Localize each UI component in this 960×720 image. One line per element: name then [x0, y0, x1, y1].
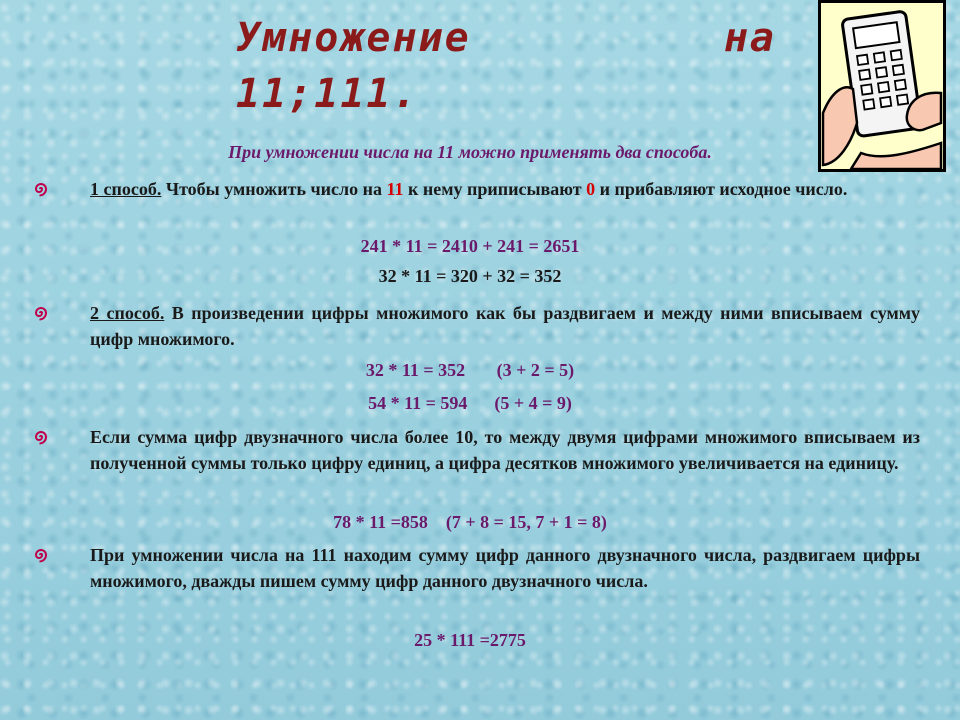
slide-title: [236, 10, 776, 122]
equation-1: 241 * 11 = 2410 + 241 = 2651: [360, 236, 580, 256]
spiral-icon: [32, 546, 50, 564]
method-2-label: 2 способ.: [90, 303, 165, 323]
equation-2: 32 * 11 = 320 + 32 = 352: [378, 266, 562, 286]
method-1-part-3: и прибавляют исходное число.: [595, 179, 848, 199]
spiral-icon: [32, 428, 50, 446]
spiral-icon: [32, 180, 50, 198]
equation-3: 32 * 11 = 352 (3 + 2 = 5): [365, 360, 575, 380]
method-1-part-2: к нему приписывают: [403, 179, 587, 199]
method-2-text: [90, 300, 920, 352]
equation-5: 78 * 11 =858 (7 + 8 = 15, 7 + 1 = 8): [333, 512, 607, 532]
rule-4-text: При умножении числа на 111 находим сумму цифр данного двузначного числа, раздвигаем цифры множимого, дважды пишем сумму цифр данного двузначного числа.: [90, 545, 920, 591]
subtitle: При умножении числа на 11 можно применять два способа.: [228, 142, 712, 162]
equation-4: 54 * 11 = 594 (5 + 4 = 9): [368, 393, 572, 413]
method-1-label: 1 способ.: [90, 179, 162, 199]
number-11: 11: [386, 179, 404, 199]
title-word-1: Умножение: [236, 15, 471, 61]
title-word-2: на: [723, 15, 776, 61]
method-2-body: В произведении цифры множимого как бы раздвигаем и между ними вписываем сумму цифр множимого.: [90, 303, 920, 349]
rule-3-text: Если сумма цифр двузначного числа более 10, то между двумя цифрами множимого вписываем из полученной суммы только цифру единиц, а цифра десятков множимого увеличивается на единицу.: [90, 427, 920, 473]
equation-6: 25 * 111 =2775: [414, 630, 526, 650]
number-0: 0: [586, 179, 596, 199]
spiral-icon: [32, 304, 50, 322]
title-line-2: 11;111.: [236, 71, 419, 117]
method-1-text: [90, 176, 920, 202]
method-1-part-1: Чтобы умножить число на: [161, 179, 387, 199]
